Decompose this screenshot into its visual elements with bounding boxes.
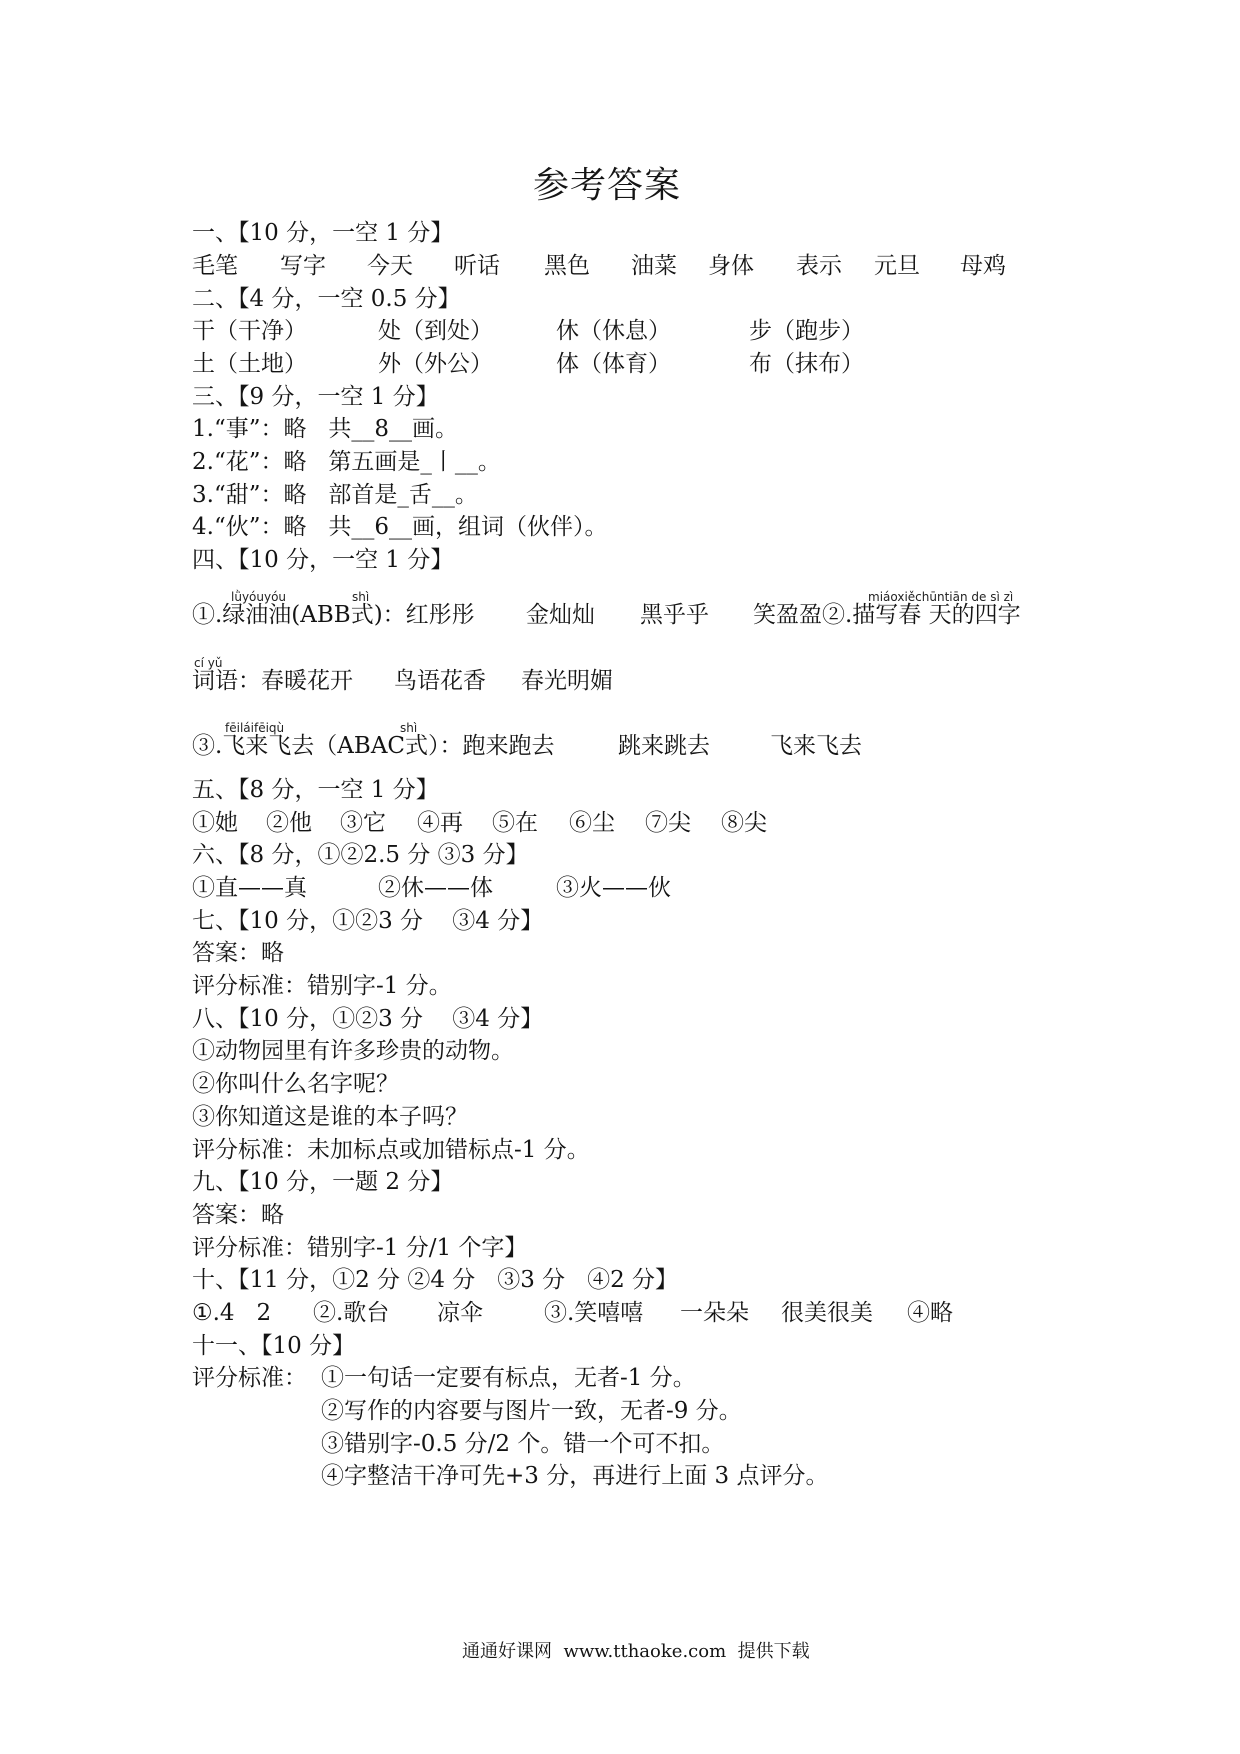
section-10-heading: 十、【11 分，①2 分 ②4 分 ③3 分 ④2 分】: [192, 1267, 679, 1293]
section-4-item-2: [0, 667, 1240, 695]
answer-item: ③火——伙: [556, 875, 671, 901]
answer-item: ①她: [192, 810, 238, 836]
page-footer: 通通好课网 www.tthaoke.com 提供下载: [462, 1641, 810, 1662]
answer-item: 飞来飞去: [770, 733, 862, 759]
word-item: 毛笔: [192, 253, 238, 279]
answer-item: ③它: [340, 810, 386, 836]
pinyin-annotation: lǜyóuyóu: [231, 590, 287, 604]
page-title: 参考答案: [533, 165, 682, 206]
section-5-heading: 五、【8 分，一空 1 分】: [192, 777, 439, 803]
word-item: 表示: [796, 253, 842, 279]
section-10-answers: [0, 1299, 1240, 1327]
answer-item: 一朵朵: [680, 1300, 749, 1326]
section-2-heading: 二、【4 分，一空 0.5 分】: [192, 286, 461, 312]
answer-item: 笑盈盈②.描写春 天的四字: [753, 602, 1021, 628]
section-11-criteria-4: ④字整洁干净可先+3 分，再进行上面 3 点评分。: [321, 1463, 829, 1489]
section-6-answers: [0, 874, 1240, 902]
section-11-criteria-3: ③错别字-0.5 分/2 个。错一个可不扣。: [321, 1431, 725, 1457]
answer-item: ⑥尘: [569, 810, 615, 836]
word-item: 写字: [280, 253, 326, 279]
answer-item: 跳来跳去: [618, 733, 710, 759]
answer-item: 金灿灿: [526, 602, 595, 628]
section-3-heading: 三、【9 分，一空 1 分】: [192, 384, 439, 410]
pinyin-annotation: shì: [352, 590, 370, 604]
answer-item: ①.绿油油(ABB式)：红彤彤: [192, 602, 475, 628]
pinyin-annotation: fēiláifēiqù: [225, 721, 285, 735]
section-3-line-2: 2.“花”：略 第五画是_丨__。: [192, 449, 501, 475]
word-item: 元旦: [874, 253, 920, 279]
answer-item: ⑤在: [492, 810, 538, 836]
answer-item: ③.飞来飞去（ABAC式）：跑来跑去: [192, 733, 555, 759]
section-9-heading: 九、【10 分，一题 2 分】: [192, 1169, 454, 1195]
section-4-item-3: [0, 732, 1240, 760]
answer-item: 词语：春暖花开: [192, 668, 353, 694]
section-3-line-1: 1.“事”：略 共__8__画。: [192, 416, 459, 442]
answer-item: 体（体育）: [556, 351, 671, 377]
section-8-criteria: 评分标准：未加标点或加错标点-1 分。: [192, 1137, 590, 1163]
section-8-line-3: ③你知道这是谁的本子吗？: [192, 1104, 468, 1130]
answer-item: 春光明媚: [521, 668, 613, 694]
section-11-heading: 十一、【10 分】: [192, 1333, 356, 1359]
answer-item: 外（外公）: [378, 351, 493, 377]
pinyin-annotation: shì: [400, 721, 418, 735]
section-5-answers: [0, 809, 1240, 837]
answer-item: 休（休息）: [556, 318, 671, 344]
section-8-line-2: ②你叫什么名字呢？: [192, 1071, 399, 1097]
section-8-line-1: ①动物园里有许多珍贵的动物。: [192, 1038, 514, 1064]
section-11-criteria-2: ②写作的内容要与图片一致，无者-9 分。: [321, 1398, 742, 1424]
answer-item: 鸟语花香: [394, 668, 486, 694]
section-6-heading: 六、【8 分，①②2.5 分 ③3 分】: [192, 842, 529, 868]
answer-item: 干（干净）: [192, 318, 307, 344]
answer-item: ⑧尖: [721, 810, 767, 836]
answer-item: ②他: [266, 810, 312, 836]
word-item: 今天: [367, 253, 413, 279]
section-7-criteria: 评分标准：错别字-1 分。: [192, 973, 452, 999]
section-1-heading: 一、【10 分，一空 1 分】: [192, 220, 454, 246]
word-item: 身体: [708, 253, 754, 279]
section-4-heading: 四、【10 分，一空 1 分】: [192, 547, 454, 573]
answer-item: ①直——真: [192, 875, 307, 901]
section-9-answer: 答案：略: [192, 1202, 284, 1228]
answer-item: ②休——体: [378, 875, 493, 901]
answer-item: ④略: [907, 1300, 953, 1326]
answer-item: 凉伞: [437, 1300, 483, 1326]
section-3-line-4: 4.“伙”：略 共__6__画，组词（伙伴）。: [192, 514, 608, 540]
word-item: 听话: [454, 253, 500, 279]
answer-item: 黑乎乎: [640, 602, 709, 628]
answer-item: ③.笑嘻嘻: [544, 1300, 644, 1326]
section-3-line-3: 3.“甜”：略 部首是_舌__。: [192, 482, 478, 508]
pinyin-annotation: cí yǔ: [194, 656, 223, 670]
section-11-criteria-1: ①一句话一定要有标点，无者-1 分。: [321, 1365, 696, 1391]
section-7-answer: 答案：略: [192, 940, 284, 966]
section-2-row-1: [0, 317, 1240, 345]
section-4-item-1: [0, 601, 1240, 629]
answer-item: ②.歌台: [313, 1300, 390, 1326]
section-2-row-2: [0, 350, 1240, 378]
answer-item: ⑦尖: [645, 810, 691, 836]
section-11-criteria-label: 评分标准：: [192, 1365, 307, 1391]
section-9-criteria: 评分标准：错别字-1 分/1 个字】: [192, 1235, 528, 1261]
pinyin-annotation: miáoxiěchūntiān de sì zì: [868, 590, 1014, 604]
answer-item: 土（土地）: [192, 351, 307, 377]
answer-item: 很美很美: [781, 1300, 873, 1326]
section-7-heading: 七、【10 分，①②3 分 ③4 分】: [192, 908, 544, 934]
answer-item: 布（抹布）: [749, 351, 864, 377]
answer-item: ④再: [417, 810, 463, 836]
section-8-heading: 八、【10 分，①②3 分 ③4 分】: [192, 1006, 544, 1032]
section-1-words: [0, 252, 1240, 280]
answer-item: ①.4 2: [192, 1300, 272, 1326]
answer-item: 处（到处）: [378, 318, 493, 344]
word-item: 油菜: [631, 253, 677, 279]
answer-item: 步（跑步）: [749, 318, 864, 344]
word-item: 黑色: [544, 253, 590, 279]
word-item: 母鸡: [960, 253, 1006, 279]
